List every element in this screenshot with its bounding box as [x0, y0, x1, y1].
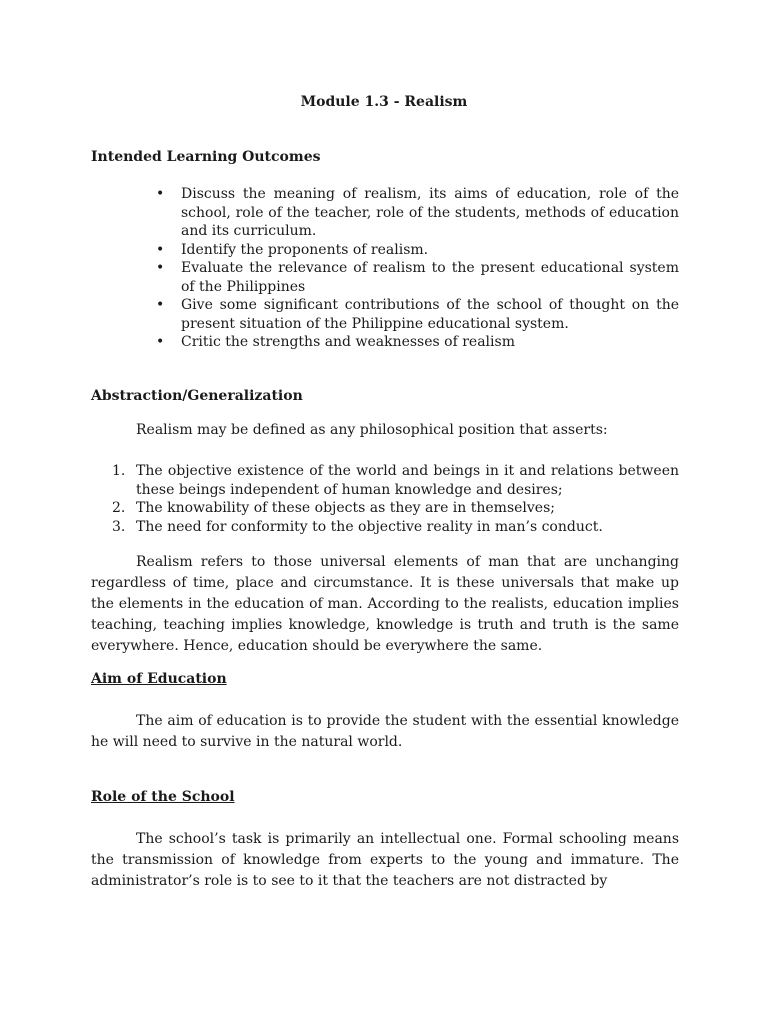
list-item [91, 499, 679, 518]
realism-paragraph: Realism refers to those universal elements of man that are unchanging regardless of time, place and circumstance. It is these universals that make up the elements in the education of man. According to the realists, education implies teaching, teaching implies knowledge, knowledge is truth and truth is the same everywhere. Hence, education should be everywhere the same. [91, 554, 679, 654]
bullet-icon: • [156, 297, 165, 313]
list-item [91, 462, 679, 499]
bullet-icon: • [156, 186, 165, 202]
list-item [91, 333, 679, 352]
list-number: 1. [112, 463, 126, 479]
list-item-text: Identify the proponents of realism. [181, 241, 429, 258]
school-heading: Role of the School [91, 789, 235, 805]
bullet-icon: • [156, 241, 165, 258]
list-item-text: The objective existence of the world and beings in it and relations between these beings independent of human knowledge and desires; [136, 463, 679, 498]
list-item-text: Critic the strengths and weaknesses of realism [181, 334, 515, 350]
page-title: Module 1.3 - Realism [300, 94, 468, 110]
list-item-text: Discuss the meaning of realism, its aims of education, role of the school, role of the teacher, role of the students, methods of education and its curriculum. [181, 186, 679, 239]
learning-outcomes-list [91, 185, 679, 352]
list-number: 3. [112, 518, 126, 535]
abstraction-intro: Realism may be defined as any philosophical position that asserts: [136, 422, 608, 438]
list-number: 2. [112, 500, 126, 516]
bullet-icon: • [156, 334, 165, 350]
aim-paragraph: The aim of education is to provide the student with the essential knowledge he will need to survive in the natural world. [91, 713, 679, 750]
learning-outcomes-heading: Intended Learning Outcomes [91, 149, 321, 165]
bullet-icon: • [156, 260, 165, 276]
list-item [91, 185, 679, 241]
list-item-text: The need for conformity to the objective reality in man’s conduct. [136, 518, 603, 535]
list-item [91, 259, 679, 296]
list-item [91, 296, 679, 333]
abstraction-heading: Abstraction/Generalization [91, 388, 303, 404]
aim-heading: Aim of Education [91, 671, 227, 687]
list-item [91, 241, 679, 260]
list-item-text: The knowability of these objects as they are in themselves; [136, 500, 555, 516]
realism-assertions-list [91, 462, 679, 536]
list-item-text: Evaluate the relevance of realism to the present educational system of the Philippines [181, 260, 679, 295]
list-item [91, 518, 679, 537]
school-paragraph: The school’s task is primarily an intellectual one. Formal schooling means the transmission of knowledge from experts to the young and immature. The administrator’s role is to see to it that the teachers are not distracted by [91, 831, 679, 889]
list-item-text: Give some significant contributions of the school of thought on the present situation of the Philippine educational system. [181, 297, 679, 332]
